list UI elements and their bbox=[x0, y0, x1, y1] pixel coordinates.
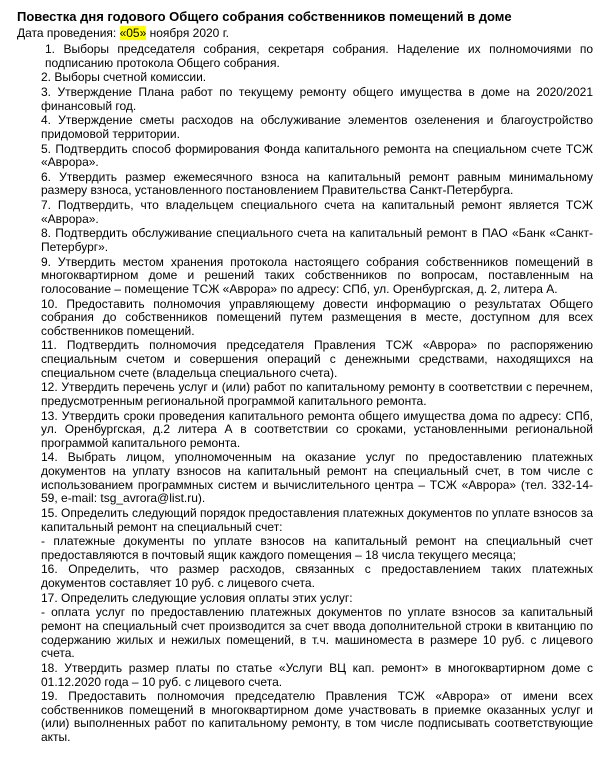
agenda-item-2: 2. Выборы счетной комиссии. bbox=[41, 70, 207, 85]
agenda-item-14: 14. Выбрать лицом, уполномоченным на оказание услуг по предоставлению платежных документов на уплату взносов на капитальный ремонт на специальный счет, в том числе с использованием программных систем и вычислительного центра – ТСЖ «Аврора» (тел. 332-14-59, e-mail: tsg_avrora@list.ru). bbox=[41, 450, 593, 506]
agenda-item-6: 6. Утвердить размер ежемесячного взноса на капитальный ремонт равным минимальному размеру взноса, установленного постановлением Правительства Санкт-Петербурга. bbox=[41, 169, 593, 198]
agenda-item-10: 10. Предоставить полномочия управляющему довести информацию о результатах Общего собрания до собственников помещений путем размещения в месте, доступном для всех собственников помещений. bbox=[41, 296, 593, 338]
agenda-item-11: 11. Подтвердить полномочия председателя Правления ТСЖ «Аврора» по распоряжению специальным счетом и совершения операций с денежными средствами, находящихся на специальном счете (владельца специального счета). bbox=[41, 338, 593, 380]
agenda-item-15: 15. Определить следующий порядок предоставления платежных документов по уплате взносов за капитальный ремонт на специальный счет: bbox=[41, 505, 593, 534]
agenda-item-1: 1. Выборы председателя собрания, секретаря собрания. Наделение их полномочиями по подписанию протокола Общего собрания. bbox=[45, 42, 593, 70]
agenda-item-3: 3. Утверждение Плана работ по текущему ремонту общего имущества в доме на 2020/2021 финансовый год. bbox=[41, 84, 593, 113]
agenda-item-17-detail: - оплата услуг по предоставлению платежных документов по уплате взносов за капитальный ремонт на специальный счет производится за счет ввода дополнительной строки в квитанцию по содержанию жилых и нежилых помещений, в т.ч. машиноместа в размере 10 руб. с лицевого счета. bbox=[41, 605, 593, 661]
agenda-item-9: 9. Утвердить местом хранения протокола настоящего собрания собственников помещений в многоквартирном доме и решений таких собственников по вопросам, поставленным на голосование – помещение ТСЖ «Аврора» по адресу: СПб, ул. Оренбургская, д. 2, литера А. bbox=[41, 254, 593, 296]
agenda-item-16: 16. Определить, что размер расходов, связанных с предоставлением таких платежных документов составляет 10 руб. с лицевого счета. bbox=[41, 562, 593, 591]
agenda-item-8: 8. Подтвердить обслуживание специального счета на капитальный ремонт в ПАО «Банк «Санкт-Петербург». bbox=[41, 226, 593, 254]
date-rest: ноября 2020 г. bbox=[146, 26, 229, 40]
agenda-item-18: 18. Утвердить размер платы по статье «Услуги ВЦ кап. ремонт» в многоквартирном доме с 01.12.2020 года – 10 руб. с лицевого счета. bbox=[41, 660, 593, 689]
agenda-item-5: 5. Подтвердить способ формирования Фонда капитального ремонта на специальном счете ТСЖ «Аврора». bbox=[41, 141, 593, 170]
agenda-item-12: 12. Утвердить перечень услуг и (или) работ по капитальному ремонту в соответствии с перечнем, предусмотренным региональной программой капитального ремонта. bbox=[41, 380, 593, 408]
agenda-item-17: 17. Определить следующие условия оплаты этих услуг: bbox=[41, 590, 353, 605]
date-label: Дата проведения: bbox=[17, 26, 120, 40]
agenda-item-15-detail: - платежные документы по уплате взносов на капитальный ремонт на специальный счет предоставляются в почтовый ящик каждого помещения – 18 числа текущего месяца; bbox=[41, 534, 593, 562]
agenda-item-7: 7. Подтвердить, что владельцем специального счета на капитальный ремонт является ТСЖ «Аврора». bbox=[41, 198, 593, 226]
agenda-item-13: 13. Утвердить сроки проведения капитального ремонта общего имущества дома по адресу: СПб, ул. Оренбургская, д.2 литера А в соответствии со сроками, установленными региональной программой капитального ремонта. bbox=[41, 408, 593, 450]
agenda-list bbox=[17, 43, 593, 745]
agenda-item-4: 4. Утверждение сметы расходов на обслуживание элементов озеленения и благоустройство придомовой территории. bbox=[41, 113, 593, 141]
document-title: Повестка дня годового Общего собрания собственников помещений в доме bbox=[17, 9, 512, 24]
agenda-item-19: 19. Предоставить полномочия председателю Правления ТСЖ «Аврора» от имени всех собственников помещений в многоквартирном доме участвовать в приемке оказанных услуг и (или) выполненных работ по капитальному ремонту, в том числе подписывать соответствующие акты. bbox=[41, 689, 593, 744]
date-day-highlight: «05» bbox=[119, 26, 147, 40]
meeting-date bbox=[17, 26, 593, 41]
